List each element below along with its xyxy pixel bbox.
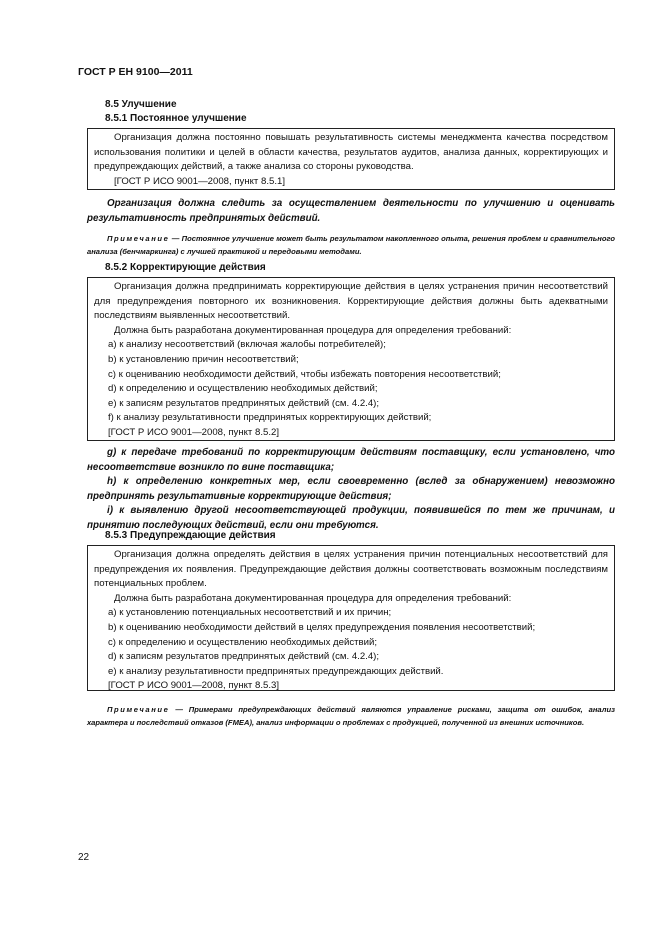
- section-heading-8-5-3: 8.5.3 Предупреждающие действия: [105, 530, 276, 541]
- list-item: d) к записям результатов предпринятых действий (см. 4.2.4);: [108, 651, 380, 663]
- list-item: e) к записям результатов предпринятых действий (см. 4.2.4);: [108, 397, 380, 409]
- note-text: — Постоянное улучшение может быть результатом накопленного опыта, решения проблем и сравнительного анализа (бенчмаркинга) с лучшей практикой и передовыми методами.: [87, 234, 615, 256]
- list-item: h) к определению конкретных мер, если своевременно (вслед за обнаружением) невозможно предпринять результативные корректирующие действия;: [87, 476, 615, 502]
- section-heading-8-5-2: 8.5.2 Корректирующие действия: [105, 262, 266, 273]
- note-label: Примечание: [107, 705, 170, 714]
- quote-paragraph: Организация должна определять действия в целях устранения причин потенциальных несоответствий для предупреждения их появления. Предупреждающие действия должны соответствовать возможным последствиям потенциальных проблем.: [94, 549, 608, 590]
- note-8-5-3: [87, 704, 615, 729]
- supplementary-text: Организация должна следить за осуществлением деятельности по улучшению и оценивать результативность предпринятых действий.: [87, 198, 615, 224]
- quote-box-8-5-1: [87, 128, 615, 190]
- list-item: d) к определению и осуществлению необходимых действий;: [108, 383, 378, 395]
- quote-text: Организация должна постоянно повышать результативность системы менеджмента качества посредством использования политики и целей в области качества, результатов аудитов, анализа данных, корректирующих и предупреждающих действий, а также анализа со стороны руководства.: [94, 132, 608, 173]
- quote-reference: [ГОСТ Р ИСО 9001—2008, пункт 8.5.3]: [108, 680, 279, 692]
- list-item: g) к передаче требований по корректирующим действиям поставщику, если установлено, что несоответствие возникло по вине поставщика;: [87, 447, 615, 473]
- list-item: i) к выявлению другой несоответствующей продукции, появившейся по тем же причинам, и принятию последующих действий, если они требуются.: [87, 505, 615, 531]
- list-item: c) к определению и осуществлению необходимых действий;: [108, 636, 378, 648]
- note-8-5-1: [87, 233, 615, 258]
- supplementary-requirement: [87, 197, 615, 226]
- section-heading-8-5-1: 8.5.1 Постоянное улучшение: [105, 113, 247, 124]
- note-label: Примечание: [107, 234, 170, 243]
- quote-reference: [ГОСТ Р ИСО 9001—2008, пункт 8.5.1]: [114, 175, 285, 187]
- list-item: b) к установлению причин несоответствий;: [108, 353, 299, 365]
- note-text: — Примерами предупреждающих действий являются управление рисками, защита от ошибок, анализ характера и последствий отказов (FMEA), анализ информации о проблемах с продукцией, полученной из внешних источников.: [87, 705, 615, 727]
- list-item: b) к оцениванию необходимости действий в целях предупреждения появления несоответствий;: [108, 621, 536, 633]
- list-item: c) к оцениванию необходимости действий, чтобы избежать повторения несоответствий;: [108, 368, 501, 380]
- quote-reference: [ГОСТ Р ИСО 9001—2008, пункт 8.5.2]: [108, 426, 279, 438]
- quote-paragraph: Должна быть разработана документированная процедура для определения требований:: [114, 592, 512, 604]
- supplementary-requirements-list: [87, 446, 615, 534]
- section-heading-8-5: 8.5 Улучшение: [105, 99, 177, 110]
- list-item: e) к анализу результативности предпринятых предупреждающих действий.: [108, 665, 444, 677]
- document-header: ГОСТ Р ЕН 9100—2011: [78, 66, 193, 78]
- list-item: a) к анализу несоответствий (включая жалобы потребителей);: [108, 339, 386, 351]
- quote-box-8-5-3: [87, 545, 615, 691]
- quote-paragraph: Организация должна предпринимать корректирующие действия в целях устранения причин несоответствий для предупреждения повторного их возникновения. Корректирующие действия должны быть адекватными последствиям выявленных несоответствий.: [94, 281, 608, 322]
- list-item: f) к анализу результативности предпринятых корректирующих действий;: [108, 412, 432, 424]
- page-number: 22: [78, 852, 90, 863]
- quote-paragraph: Должна быть разработана документированная процедура для определения требований:: [114, 324, 512, 336]
- quote-box-8-5-2: [87, 277, 615, 441]
- list-item: a) к установлению потенциальных несоответствий и их причин;: [108, 607, 392, 619]
